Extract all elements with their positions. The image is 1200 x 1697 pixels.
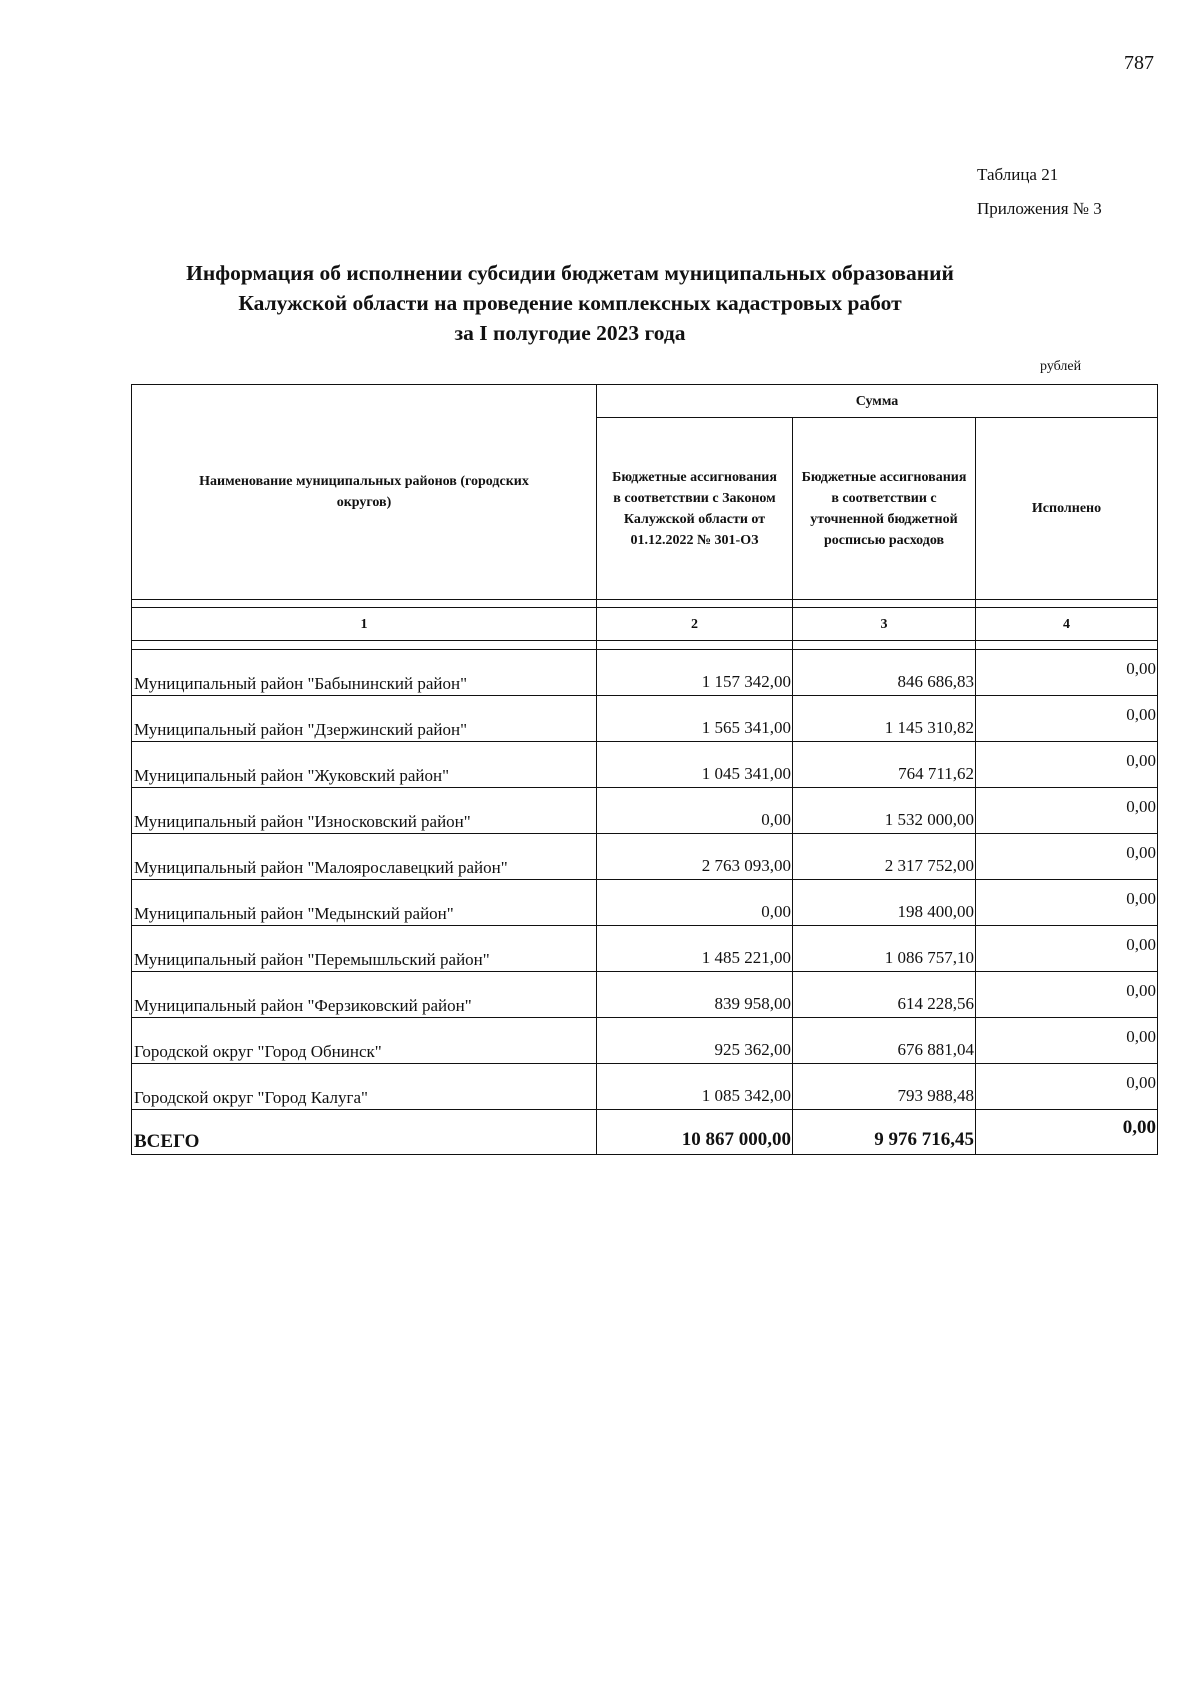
row-law-amount: 1 085 342,00 <box>597 1064 793 1110</box>
header-budget-text: Бюджетные ассигнования в соответствии с уточненной бюджетной росписью расходов <box>801 469 967 548</box>
row-done-amount: 0,00 <box>976 834 1158 880</box>
table-row <box>132 650 1158 696</box>
col-number-1: 1 <box>132 608 597 641</box>
header-sum: Сумма <box>597 385 1158 418</box>
header-budget <box>793 418 976 600</box>
row-budget-amount: 614 228,56 <box>793 972 976 1018</box>
row-name: Муниципальный район "Малоярославецкий район" <box>132 834 597 880</box>
table-row <box>132 1064 1158 1110</box>
total-done-amount: 0,00 <box>976 1110 1158 1155</box>
row-done-amount: 0,00 <box>976 1064 1158 1110</box>
col-number-2: 2 <box>597 608 793 641</box>
row-budget-amount: 793 988,48 <box>793 1064 976 1110</box>
table-row <box>132 880 1158 926</box>
row-budget-amount: 764 711,62 <box>793 742 976 788</box>
total-law-amount: 10 867 000,00 <box>597 1110 793 1155</box>
table-annex-label <box>977 158 1102 226</box>
row-done-amount: 0,00 <box>976 788 1158 834</box>
annex-label: Приложения № 3 <box>977 199 1102 218</box>
row-name: Муниципальный район "Медынский район" <box>132 880 597 926</box>
row-done-amount: 0,00 <box>976 696 1158 742</box>
row-name: Городской округ "Город Обнинск" <box>132 1018 597 1064</box>
row-done-amount: 0,00 <box>976 926 1158 972</box>
row-law-amount: 0,00 <box>597 880 793 926</box>
row-law-amount: 839 958,00 <box>597 972 793 1018</box>
col-number-3: 3 <box>793 608 976 641</box>
subsidy-table <box>131 384 1158 1155</box>
total-label: ВСЕГО <box>132 1110 597 1155</box>
row-name: Муниципальный район "Жуковский район" <box>132 742 597 788</box>
col-number-4: 4 <box>976 608 1158 641</box>
row-law-amount: 1 157 342,00 <box>597 650 793 696</box>
header-name-text: Наименование муниципальных районов (городских округов) <box>199 474 529 510</box>
row-budget-amount: 1 086 757,10 <box>793 926 976 972</box>
row-done-amount: 0,00 <box>976 1018 1158 1064</box>
row-name: Муниципальный район "Ферзиковский район" <box>132 972 597 1018</box>
row-budget-amount: 676 881,04 <box>793 1018 976 1064</box>
table-row <box>132 696 1158 742</box>
row-budget-amount: 1 145 310,82 <box>793 696 976 742</box>
units-label: рублей <box>1040 359 1082 374</box>
row-name: Муниципальный район "Износковский район" <box>132 788 597 834</box>
document-title <box>150 258 990 348</box>
row-name: Муниципальный район "Дзержинский район" <box>132 696 597 742</box>
header-name <box>132 385 597 600</box>
row-done-amount: 0,00 <box>976 880 1158 926</box>
total-row <box>132 1110 1158 1155</box>
title-line-2: Калужской области на проведение комплексных кадастровых работ <box>238 291 902 315</box>
header-done: Исполнено <box>976 418 1158 600</box>
row-name: Городской округ "Город Калуга" <box>132 1064 597 1110</box>
title-line-1: Информация об исполнении субсидии бюджетам муниципальных образований <box>186 261 954 285</box>
row-law-amount: 925 362,00 <box>597 1018 793 1064</box>
row-law-amount: 1 565 341,00 <box>597 696 793 742</box>
row-law-amount: 1 485 221,00 <box>597 926 793 972</box>
row-done-amount: 0,00 <box>976 972 1158 1018</box>
total-budget-amount: 9 976 716,45 <box>793 1110 976 1155</box>
table-label: Таблица 21 <box>977 165 1059 184</box>
page-number: 787 <box>1124 52 1154 74</box>
table-row <box>132 834 1158 880</box>
row-name: Муниципальный район "Перемышльский район" <box>132 926 597 972</box>
header-law <box>597 418 793 600</box>
table-row <box>132 926 1158 972</box>
table-row <box>132 1018 1158 1064</box>
header-law-text: Бюджетные ассигнования в соответствии с Законом Калужской области от 01.12.2022 № 301-ОЗ <box>612 469 777 548</box>
row-name: Муниципальный район "Бабынинский район" <box>132 650 597 696</box>
row-budget-amount: 2 317 752,00 <box>793 834 976 880</box>
table-row <box>132 972 1158 1018</box>
row-budget-amount: 198 400,00 <box>793 880 976 926</box>
row-budget-amount: 846 686,83 <box>793 650 976 696</box>
row-budget-amount: 1 532 000,00 <box>793 788 976 834</box>
table-row <box>132 788 1158 834</box>
row-law-amount: 2 763 093,00 <box>597 834 793 880</box>
row-law-amount: 0,00 <box>597 788 793 834</box>
title-line-3: за I полугодие 2023 года <box>454 321 686 345</box>
row-done-amount: 0,00 <box>976 742 1158 788</box>
table-row <box>132 742 1158 788</box>
row-law-amount: 1 045 341,00 <box>597 742 793 788</box>
row-done-amount: 0,00 <box>976 650 1158 696</box>
